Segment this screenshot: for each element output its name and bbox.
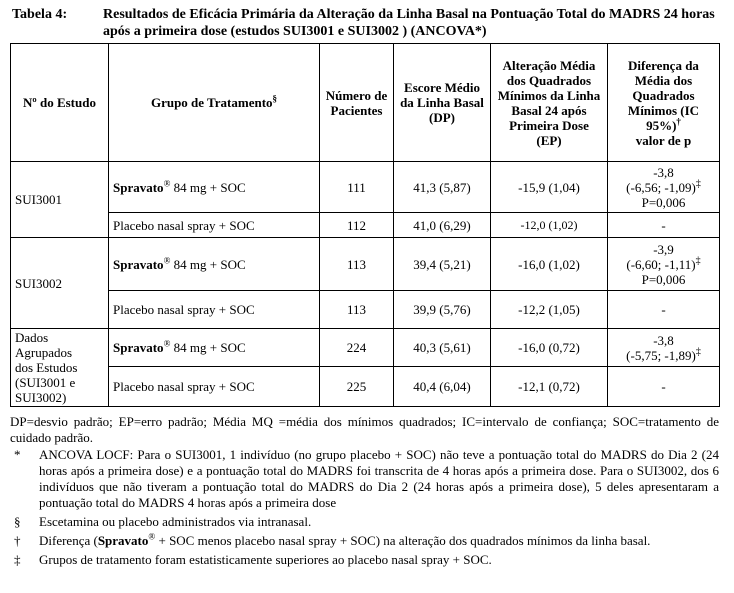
caption-title: Resultados de Eficácia Primária da Alteração da Linha Basal na Pontuação Total do MADRS 24 horas após a primeira dose (estudos SUI3001 e SUI3002 ) (ANCOVA*) [103,7,715,39]
note-section-text: Escetamina ou placebo administrados via intranasal. [39,514,312,529]
patients-cell: 111 [320,162,394,213]
note-ancova [10,447,719,511]
header-change: Alteração Média dos Quadrados Mínimos da Linha Basal 24 após Primeira Dose (EP) [491,44,608,162]
note-double-dagger-text: Grupos de tratamento foram estatisticamente superiores ao placebo nasal spray + SOC. [39,552,492,567]
group-cell [109,329,320,367]
note-dagger-text-b: + SOC menos placebo nasal spray + SOC) na alteração dos quadrados mínimos da linha basal. [155,533,651,548]
note-section [10,514,719,530]
baseline-cell: 39,4 (5,21) [394,238,491,291]
study-line: Dados [15,330,49,345]
registered-mark: ® [163,178,171,189]
diff-cell [608,329,720,367]
header-row [11,44,720,162]
results-table [10,43,720,407]
header-group-mark: § [272,93,278,104]
drug-dose: 84 mg + SOC [170,340,246,355]
drug-dose: 84 mg + SOC [170,179,246,195]
table-row [11,162,720,213]
registered-mark: ® [163,255,171,266]
diff-cell [608,238,720,291]
change-cell: -12,1 (0,72) [491,367,608,407]
note-abbreviations-text: DP=desvio padrão; EP=erro padrão; Média MQ =média dos mínimos quadrados; IC=intervalo de confiança; SOC=tratamento de cuidado padrão. [10,414,719,445]
table-row [11,329,720,367]
header-diff-mark: † [676,116,681,127]
note-dagger-text [39,533,719,549]
baseline-cell: 40,4 (6,04) [394,367,491,407]
placebo-group-cell: Placebo nasal spray + SOC [109,213,320,238]
baseline-cell: 41,0 (6,29) [394,213,491,238]
patients-cell: 225 [320,367,394,407]
study-line: (SUI3001 e [15,375,76,390]
note-dagger-text-a: Diferença ( [39,533,98,548]
diff-ci: (-6,56; -1,09) [626,179,696,195]
footnotes [10,414,719,568]
header-group-label: Grupo de Tratamento [150,95,273,110]
note-ancova-text: ANCOVA LOCF: Para o SUI3001, 1 indivíduo (no grupo placebo + SOC) não teve a pontuação total do MADRS do Dia 2 (24 horas após a primeira dose) e a pontuação total do MADRS foi transcrita de 4 horas após a primeira dose. Para o SUI3002, dos 6 indivíduos que não tiveram a pontuação total do MADRS do Dia 2 (24 horas após a primeira dose), 5 deles apresentaram a pontuação total do MADRS 4 horas após a primeira dose [39,447,719,510]
drug-dose: 84 mg + SOC [170,256,246,272]
diff-mark: ‡ [695,346,701,358]
header-diff [608,44,720,162]
change-cell: -15,9 (1,04) [491,162,608,213]
patients-cell: 113 [320,291,394,329]
study-line: SUI3002) [15,390,67,405]
patients-cell: 224 [320,329,394,367]
change-cell: -16,0 (1,02) [491,238,608,291]
group-cell [109,238,320,291]
placebo-group-cell: Placebo nasal spray + SOC [109,367,320,407]
patients-cell: 113 [320,238,394,291]
note-dagger [10,533,719,549]
group-cell [109,162,320,213]
diff-cell [608,162,720,213]
diff-estimate: -3,9 [653,241,674,257]
table-row [11,367,720,407]
study-cell [11,329,109,407]
baseline-cell: 39,9 (5,76) [394,291,491,329]
header-patients: Número de Pacientes [320,44,394,162]
change-cell: -16,0 (0,72) [491,329,608,367]
note-asterisk-symbol: * [14,447,21,462]
diff-mark: ‡ [695,255,701,267]
study-cell: SUI3001 [11,162,109,238]
baseline-cell: 40,3 (5,61) [394,329,491,367]
study-line: Agrupados [15,345,73,360]
placebo-group-cell: Placebo nasal spray + SOC [109,291,320,329]
diff-ci: (-5,75; -1,89) [626,347,696,363]
note-dagger-symbol: † [14,533,21,548]
header-diff-tail: valor de p [635,132,692,148]
study-cell: SUI3002 [11,238,109,329]
baseline-cell: 41,3 (5,87) [394,162,491,213]
note-dagger-drug: Spravato [97,533,149,548]
header-group [109,44,320,162]
diff-estimate: -3,8 [653,332,674,348]
registered-mark: ® [163,338,171,349]
note-dagger-reg: ® [148,531,156,542]
diff-p-value: P=0,006 [641,194,686,210]
diff-cell: - [608,291,720,329]
table-row [11,291,720,329]
drug-name: Spravato [113,256,164,272]
note-double-dagger [10,552,719,568]
header-baseline: Escore Médio da Linha Basal (DP) [394,44,491,162]
header-study: Nº do Estudo [11,44,109,162]
diff-cell: - [608,213,720,238]
header-diff-label: Diferença da Média dos Quadrados Mínimos (IC 95%) [627,57,700,133]
diff-cell: - [608,367,720,407]
change-cell: -12,0 (1,02) [491,213,608,238]
note-double-dagger-symbol: ‡ [14,552,21,567]
diff-ci: (-6,60; -1,11) [626,256,696,272]
table-row [11,213,720,238]
table-row [11,238,720,291]
study-line: dos Estudos [15,360,78,375]
diff-p-value: P=0,006 [641,271,686,287]
caption-label: Tabela 4: [12,7,68,22]
note-abbreviations [10,414,719,446]
drug-name: Spravato [113,179,164,195]
drug-name: Spravato [113,340,164,355]
diff-estimate: -3,8 [653,164,674,180]
diff-mark: ‡ [695,178,701,190]
note-section-symbol: § [14,514,21,529]
change-cell: -12,2 (1,05) [491,291,608,329]
patients-cell: 112 [320,213,394,238]
